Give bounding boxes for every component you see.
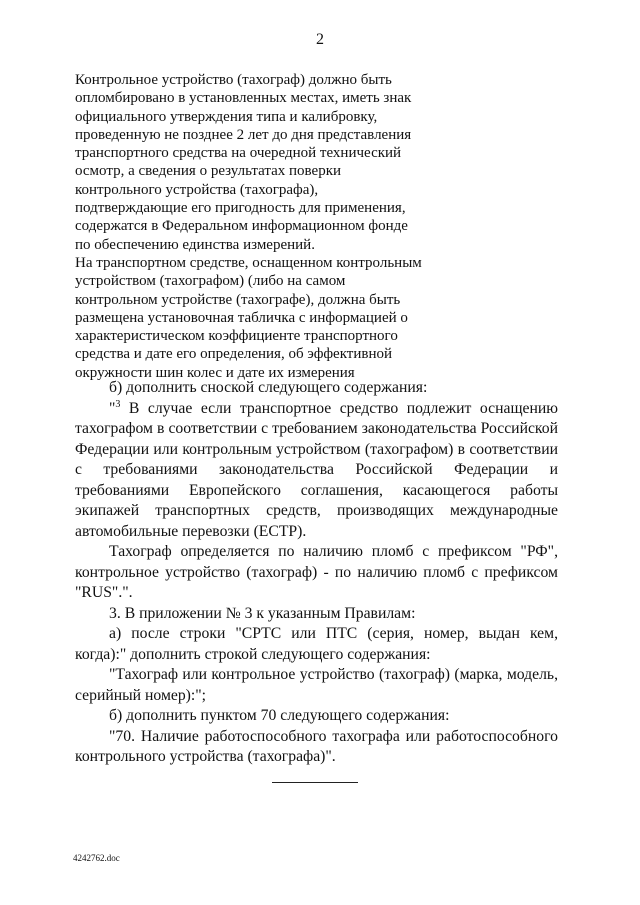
quoted-paragraph-seals [75, 71, 435, 254]
footnote-text: В случае если транспортное средство подлежит оснащению тахографом в соответствии с требованием законодательства Российской Федерации или контрольным устройством (тахографом) в соответствии с требованиями законодательства Российской Федерации и требованиями Европейского соглашения, касающегося работы экипажей транспортных средств, производящих международные автомобильные перевозки (ЕСТР). [75, 399, 558, 540]
text-line: по обеспечению единства измерений. [75, 236, 315, 253]
text-line: осмотр, а сведения о результатах поверки [75, 163, 342, 180]
text-line: устройством (тахографом) (либо на самом [75, 273, 346, 290]
item-a: а) после строки "СРТС или ПТС (серия, номер, выдан кем, когда):" дополнить строкой следующего содержания: [75, 625, 558, 663]
quoted-paragraph-plate [75, 254, 435, 382]
item-b-intro: б) дополнить сноской следующего содержания: [109, 379, 428, 396]
open-quote: " [109, 399, 116, 417]
footnote-mark: 3 [115, 398, 121, 410]
item-a-quote: "Тахограф или контрольное устройство (тахограф) (марка, модель, серийный номер):"; [75, 666, 558, 704]
text-line: контрольного устройства (тахографа), [75, 181, 319, 198]
text-line: характеристическом коэффициенте транспортного [75, 328, 398, 345]
text-line: размещена установочная табличка с информацией о [75, 309, 408, 326]
end-separator-line [272, 782, 358, 783]
quoted-requirements-block [75, 71, 435, 382]
item-b2: б) дополнить пунктом 70 следующего содержания: [109, 707, 450, 724]
text-line: контрольном устройстве (тахографе), должна быть [75, 291, 401, 308]
text-line: транспортного средства на очередной технический [75, 145, 402, 162]
text-line: На транспортном средстве, оснащенном контрольным [75, 254, 422, 271]
text-line: подтверждающие его пригодность для применения, [75, 200, 406, 217]
text-line: средства и дате его определения, об эффективной [75, 346, 393, 363]
text-line: опломбировано в установленных местах, иметь знак [75, 90, 412, 107]
text-line: окружности шин колес и дате их измерения [75, 364, 355, 381]
text-line: Контрольное устройство (тахограф) должно быть [75, 72, 392, 88]
text-line: содержатся в Федеральном информационном фонде [75, 218, 408, 235]
page-number: 2 [316, 31, 324, 48]
file-name: 4242762.doc [73, 853, 120, 863]
amendment-body [75, 378, 558, 768]
item-b2-quote: "70. Наличие работоспособного тахографа или работоспособного контрольного устройства (тахографа)". [75, 727, 558, 765]
seals-paragraph: Тахограф определяется по наличию пломб с префиксом "РФ", контрольное устройство (тахограф) - по наличию пломб с префиксом "RUS".". [75, 543, 558, 601]
footnote-paragraph [75, 399, 558, 543]
point-3: 3. В приложении № 3 к указанным Правилам: [109, 604, 416, 622]
text-line: официального утверждения типа и калибровку, [75, 108, 378, 125]
text-line: проведенную не позднее 2 лет до дня представления [75, 126, 412, 143]
